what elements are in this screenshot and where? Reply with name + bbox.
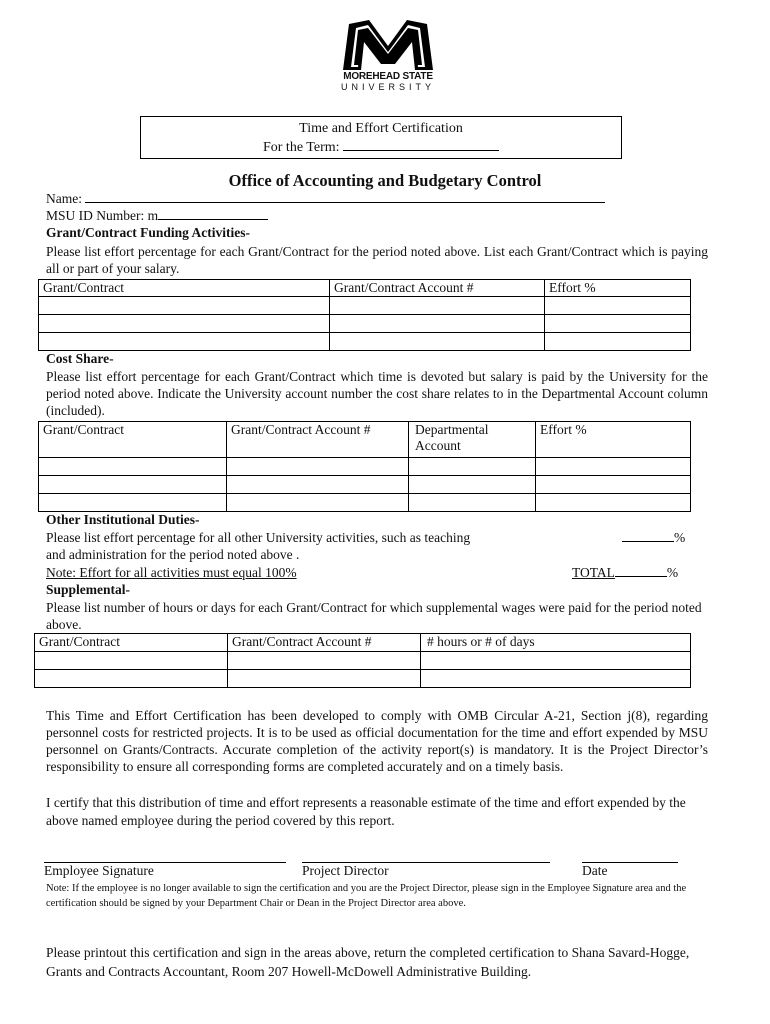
grant-col-header: Grant/Contract Account # <box>330 280 545 297</box>
msu-id-row <box>46 208 268 224</box>
cost-share-instructions: Please list effort percentage for each Grant/Contract which time is devoted but salary is paid by the University for the period noted above. Indicate the University account number the cost share relates to in the Departmental Account column (included). <box>46 369 708 418</box>
table-cell[interactable] <box>545 333 691 351</box>
supp-col-header: Grant/Contract Account # <box>228 634 421 652</box>
name-field[interactable] <box>85 191 605 203</box>
other-percent-row <box>622 530 685 546</box>
table-cell[interactable] <box>545 297 691 315</box>
table-cell[interactable] <box>227 476 409 494</box>
cost-col-header: Grant/Contract Account # <box>227 422 409 458</box>
logo-line-2: UNIVERSITY <box>340 82 435 92</box>
other-heading: Other Institutional Duties- <box>46 512 200 527</box>
other-line-1: Please list effort percentage for all other University activities, such as teaching <box>46 530 471 545</box>
table-cell[interactable] <box>409 458 536 476</box>
msu-id-field[interactable] <box>158 208 268 220</box>
table-cell[interactable] <box>330 333 545 351</box>
table-cell[interactable] <box>421 670 691 688</box>
table-cell[interactable] <box>35 652 228 670</box>
table-cell[interactable] <box>545 315 691 333</box>
grant-col-header: Effort % <box>545 280 691 297</box>
table-cell[interactable] <box>39 458 227 476</box>
supp-col-header: Grant/Contract <box>35 634 228 652</box>
table-cell[interactable] <box>228 670 421 688</box>
cost-share-table <box>38 421 691 512</box>
supplemental-table <box>34 633 691 688</box>
date-label: Date <box>582 863 608 878</box>
form-title: Time and Effort Certification <box>299 121 463 136</box>
table-cell[interactable] <box>330 297 545 315</box>
other-percent-field[interactable] <box>622 530 674 542</box>
total-row <box>572 565 678 581</box>
office-title: Office of Accounting and Budgetary Control <box>228 171 542 190</box>
table-cell[interactable] <box>409 494 536 512</box>
percent-sign: % <box>674 530 686 545</box>
table-cell[interactable] <box>421 652 691 670</box>
table-cell[interactable] <box>536 494 691 512</box>
cost-col-header: Effort % <box>536 422 691 458</box>
supp-col-header: # hours or # of days <box>421 634 691 652</box>
effort-note: Note: Effort for all activities must equal 100% <box>46 565 297 580</box>
percent-sign: % <box>666 565 679 580</box>
employee-signature-field[interactable] <box>44 862 286 879</box>
cost-col-header: Departmental Account <box>409 422 536 458</box>
certification-text: This Time and Effort Certification has been developed to comply with OMB Circular A-21, Section j(8), regarding personnel costs for restricted projects. It is to be used as official documentation for the time and effort expended by MSU personnel on Grants/Contracts. Accurate completion of the activity report(s) is mandatory. It is the Project Director’s responsibility to ensure all corresponding forms are completed accurately and on a timely basis. <box>46 708 708 774</box>
table-cell[interactable] <box>228 652 421 670</box>
table-cell[interactable] <box>227 458 409 476</box>
table-cell[interactable] <box>39 494 227 512</box>
date-field[interactable] <box>582 862 678 879</box>
footer-text: Please printout this certification and sign in the areas above, return the completed certification to Shana Savard-Hogge, Grants and Contracts Accountant, Room 207 Howell-McDowell Administrative Building. <box>46 945 690 979</box>
supplemental-heading: Supplemental- <box>46 582 131 597</box>
msu-id-label: MSU ID Number: m <box>46 208 159 223</box>
other-line-2: and administration for the period noted above . <box>46 547 300 562</box>
name-label: Name: <box>46 191 82 206</box>
table-cell[interactable] <box>39 297 330 315</box>
project-director-label: Project Director <box>302 863 389 878</box>
table-cell[interactable] <box>39 333 330 351</box>
logo-line-1: MOREHEAD STATE <box>343 71 433 82</box>
employee-signature-label: Employee Signature <box>44 863 154 878</box>
m-logo-icon <box>339 16 437 74</box>
project-director-field[interactable] <box>302 862 550 879</box>
total-field[interactable] <box>615 565 667 577</box>
name-row <box>46 191 605 207</box>
table-cell[interactable] <box>35 670 228 688</box>
grant-table <box>38 279 691 351</box>
small-note: Note: If the employee is no longer available to sign the certification and you are the Project Director, please sign in the Employee Signature area and the certification should be signed by your Department Chair or Dean in the Project Director area above. <box>46 883 687 909</box>
certify-text: I certify that this distribution of time and effort represents a reasonable estimate of the time and effort expended by the above named employee during the period covered by this report. <box>46 795 686 828</box>
cost-share-heading: Cost Share- <box>46 351 114 366</box>
table-cell[interactable] <box>536 458 691 476</box>
cost-col-header: Grant/Contract <box>39 422 227 458</box>
table-cell[interactable] <box>227 494 409 512</box>
grant-instructions: Please list effort percentage for each Grant/Contract for the period noted above. List each Grant/Contract which is paying all or part of your salary. <box>46 244 708 276</box>
grant-heading: Grant/Contract Funding Activities- <box>46 225 250 240</box>
university-logo <box>333 16 443 100</box>
term-field[interactable] <box>343 139 499 151</box>
term-line <box>141 138 621 157</box>
total-label: TOTAL <box>572 565 615 580</box>
supplemental-instructions: Please list number of hours or days for each Grant/Contract for which supplemental wages were paid for the period noted above. <box>46 600 702 632</box>
table-cell[interactable] <box>536 476 691 494</box>
table-cell[interactable] <box>39 315 330 333</box>
header-box <box>140 116 622 159</box>
term-label: For the Term: <box>262 140 340 155</box>
table-cell[interactable] <box>39 476 227 494</box>
grant-col-header: Grant/Contract <box>39 280 330 297</box>
table-cell[interactable] <box>409 476 536 494</box>
table-cell[interactable] <box>330 315 545 333</box>
